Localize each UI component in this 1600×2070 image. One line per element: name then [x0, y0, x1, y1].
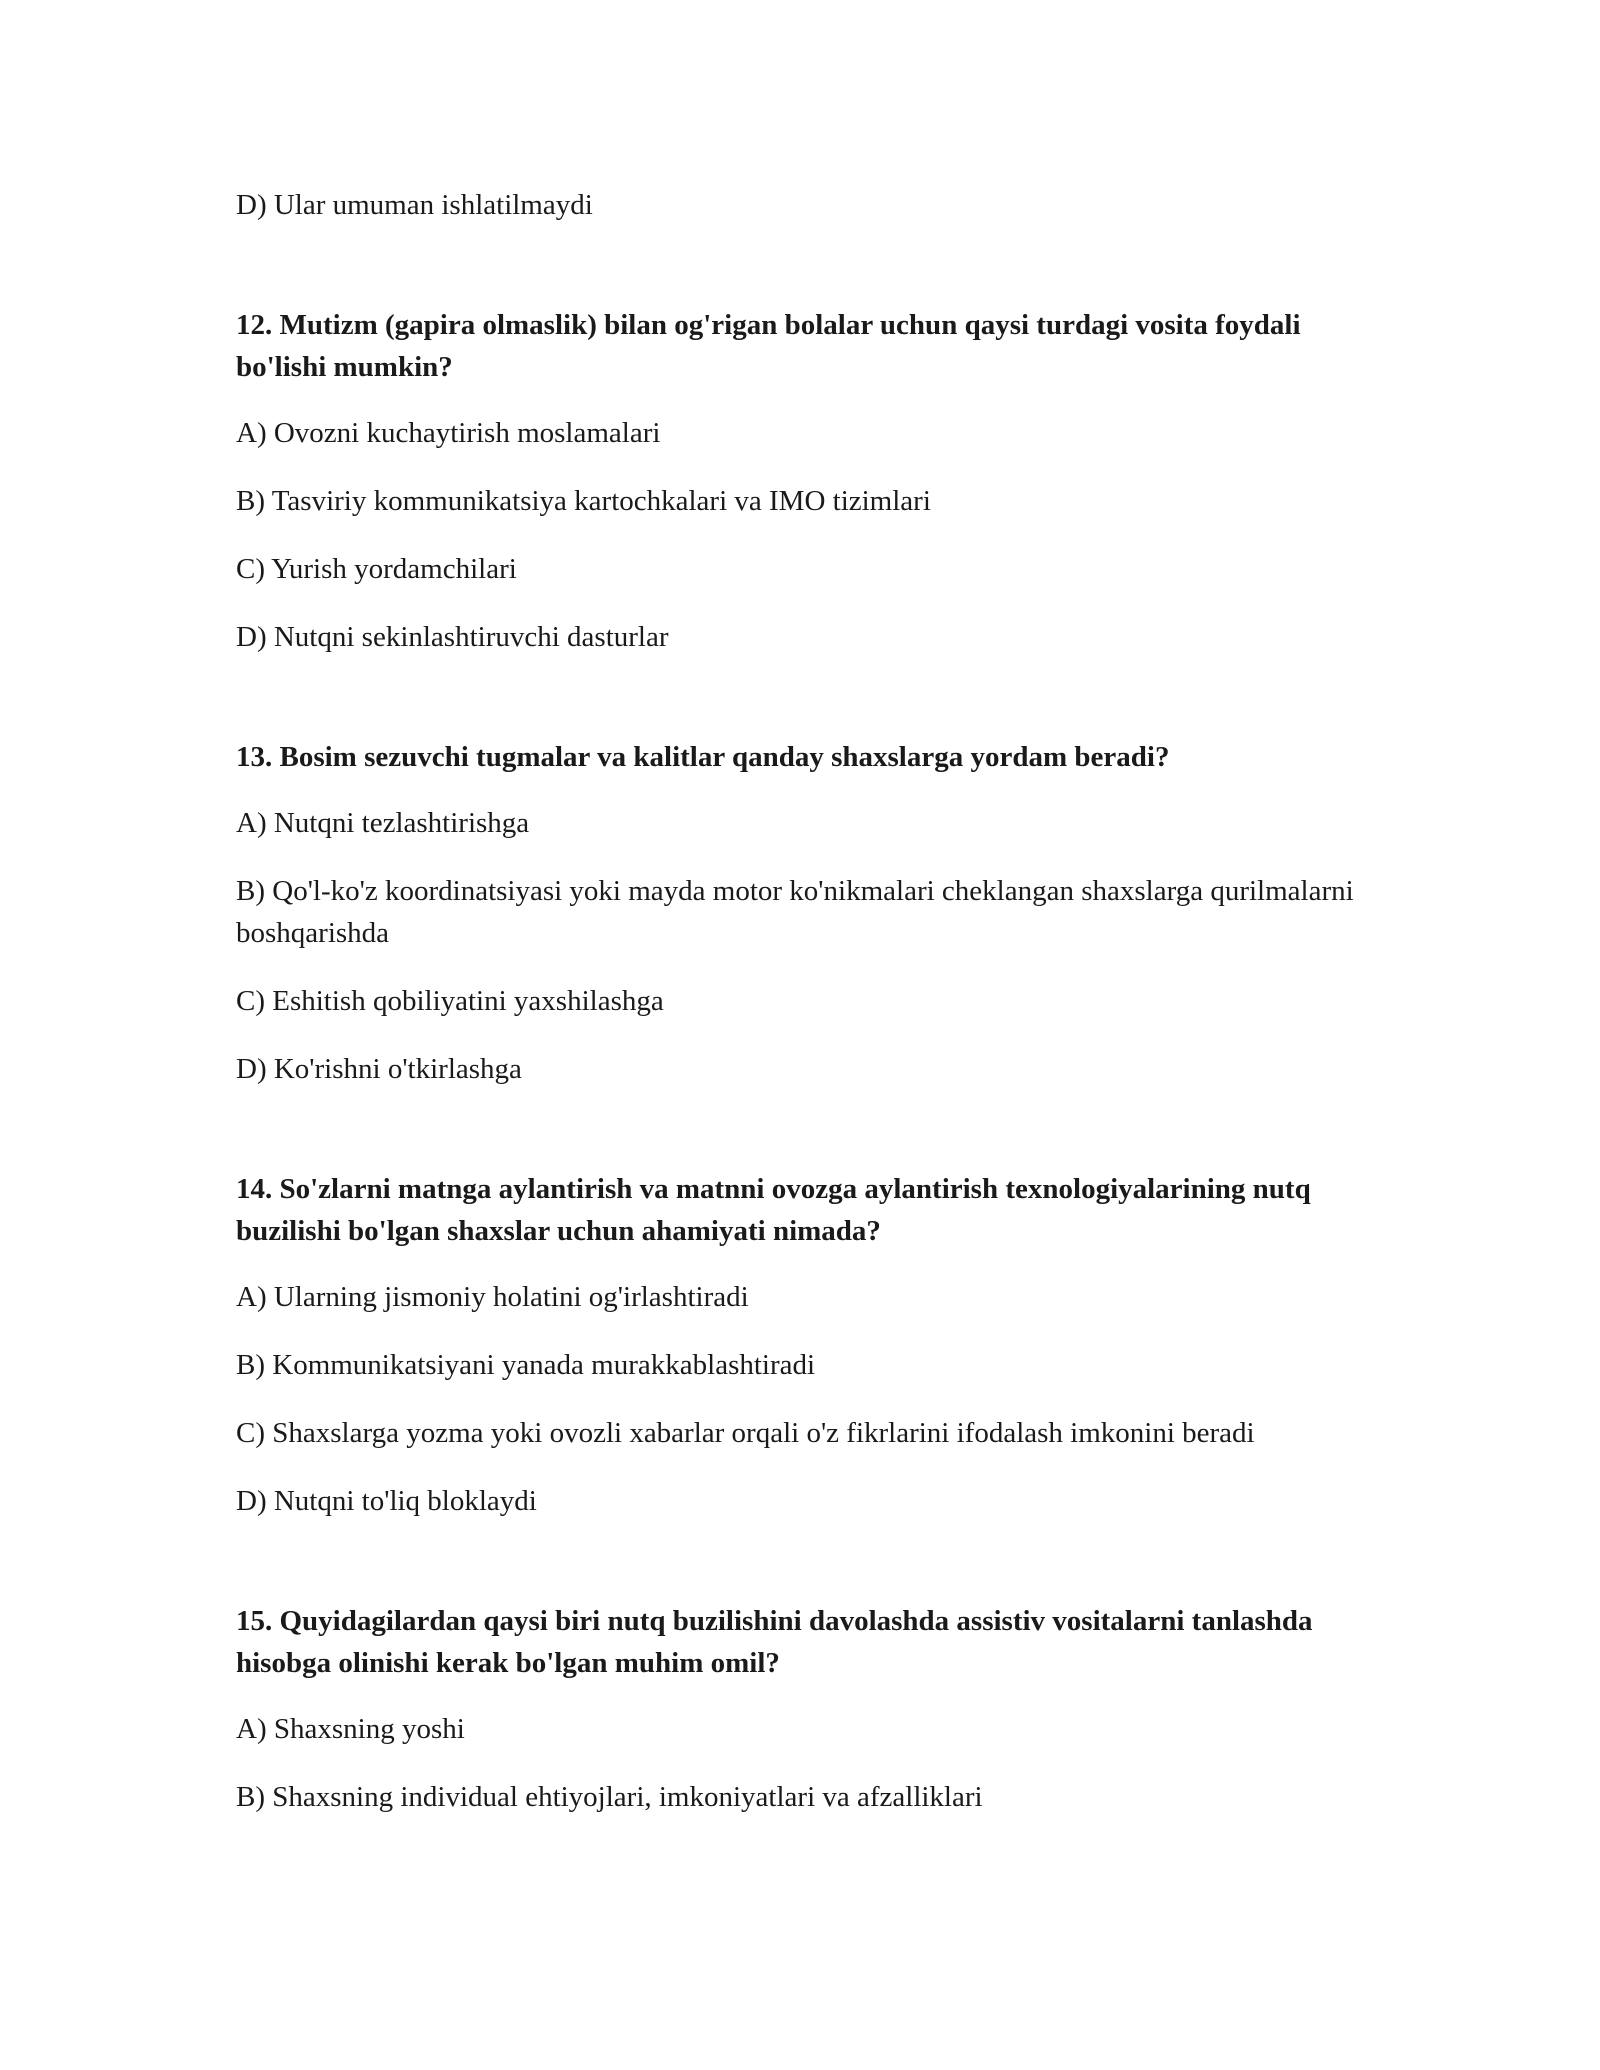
option-b: B) Shaxsning individual ehtiyojlari, imkoniyatlari va afzalliklari [236, 1781, 983, 1813]
option-a: A) Ularning jismoniy holatini og'irlashtiradi [236, 1281, 749, 1313]
question-title: 15. Quyidagilardan qaysi biri nutq buzilishini davolashda assistiv vositalarni tanlashda hisobga olinishi kerak bo'lgan muhim omil? [236, 1605, 1313, 1679]
question-15 [236, 1600, 1376, 1818]
option-c: C) Yurish yordamchilari [236, 553, 517, 585]
option-d: D) Nutqni to'liq bloklaydi [236, 1485, 537, 1517]
option-list [236, 412, 1376, 658]
option-a: A) Shaxsning yoshi [236, 1713, 465, 1745]
option-a: A) Ovozni kuchaytirish moslamalari [236, 417, 661, 449]
document-page [236, 184, 1376, 1896]
option-a: A) Nutqni tezlashtirishga [236, 807, 530, 839]
option-d: D) Nutqni sekinlashtiruvchi dasturlar [236, 621, 669, 653]
option-list [236, 1276, 1376, 1522]
option-c: C) Shaxslarga yozma yoki ovozli xabarlar orqali o'z fikrlarini ifodalash imkonini beradi [236, 1417, 1255, 1449]
question-title: 12. Mutizm (gapira olmaslik) bilan og'rigan bolalar uchun qaysi turdagi vosita foydali bo'lishi mumkin? [236, 309, 1301, 383]
question-title: 14. So'zlarni matnga aylantirish va matnni ovozga aylantirish texnologiyalarining nutq buzilishi bo'lgan shaxslar uchun ahamiyati nimada? [236, 1173, 1311, 1247]
option-list [236, 1708, 1376, 1818]
question-12 [236, 304, 1376, 658]
option-c: C) Eshitish qobiliyatini yaxshilashga [236, 985, 664, 1017]
option-list [236, 802, 1376, 1090]
option-b: B) Kommunikatsiyani yanada murakkablashtiradi [236, 1349, 816, 1381]
question-14 [236, 1168, 1376, 1522]
question-title: 13. Bosim sezuvchi tugmalar va kalitlar qanday shaxslarga yordam beradi? [236, 741, 1170, 773]
option-b: B) Tasviriy kommunikatsiya kartochkalari va IMO tizimlari [236, 485, 931, 517]
option-b: B) Qo'l-ko'z koordinatsiyasi yoki mayda motor ko'nikmalari cheklangan shaxslarga qurilmalarni boshqarishda [236, 875, 1354, 949]
question-13 [236, 736, 1376, 1090]
option-d: D) Ko'rishni o'tkirlashga [236, 1053, 522, 1085]
continued-option: D) Ular umuman ishlatilmaydi [236, 189, 593, 221]
